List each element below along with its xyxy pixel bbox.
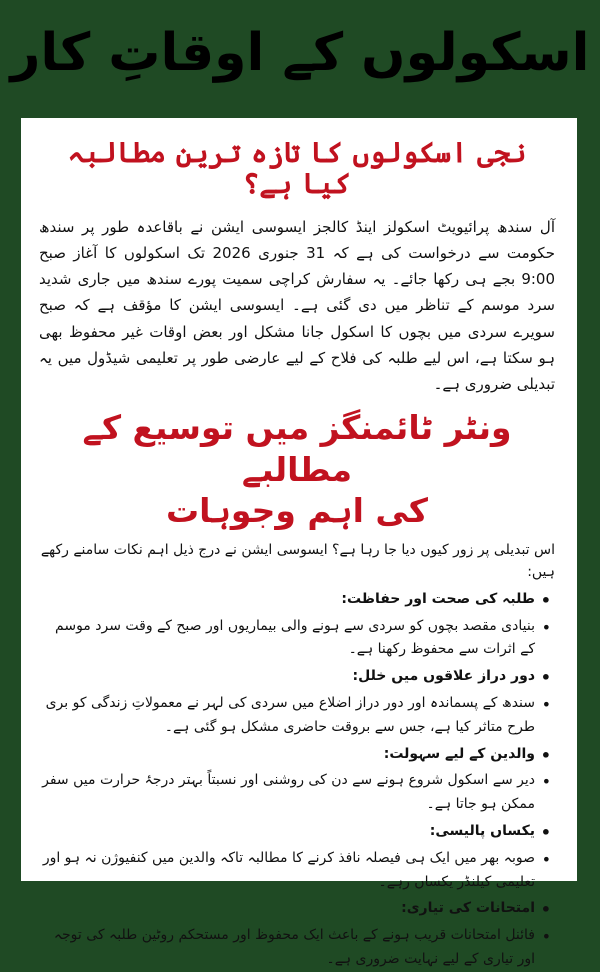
list-item: • والدین کے لیے سہولت: [39,743,555,767]
section-heading [39,407,555,531]
list-item: • فائنل امتحانات قریب ہونے کے باعث ایک محفوظ اور مستحکم روٹین طلبہ کی توجہ اور تیاری کے لیے نہایت ضروری ہے۔ [39,924,555,972]
header-banner [0,0,600,105]
reasons-list [39,588,555,972]
list-item: • یکساں پالیسی: [39,820,555,844]
list-item: • بنیادی مقصد بچوں کو سردی سے ہونے والی بیماریوں اور صبح کے وقت سرد موسم کے اثرات سے محفوظ رکھنا ہے۔ [39,615,555,663]
section-heading-line-2: کی اہم وجوہات [166,490,428,530]
list-item: • طلبہ کی صحت اور حفاظت: [39,588,555,612]
page-title: اسکولوں کے اوقاتِ کار [10,22,590,83]
list-item: • صوبہ بھر میں ایک ہی فیصلہ نافذ کرنے کا مطالبہ تاکہ والدین میں کنفیوژن نہ ہو اور تعلیمی کیلنڈر یکساں رہے۔ [39,847,555,895]
article-panel [21,118,577,968]
intro-paragraph: آل سندھ پرائیویٹ اسکولز اینڈ کالجز ایسوسی ایشن نے باقاعدہ طور پر سندھ حکومت سے درخواست کی ہے کہ 31 جنوری 2026 تک اسکولوں کا آغاز صبح 9:00 بجے ہی رکھا جائے۔ یہ سفارش کراچی سمیت پورے سندھ میں جاری شدید سرد موسم کے تناظر میں دی گئی ہے۔ ایسوسی ایشن کا مؤقف ہے کہ صبح سویرے سردی میں بچوں کا اسکول جانا مشکل اور بعض اوقات غیر محفوظ بھی ہو سکتا ہے، اس لیے طلبہ کی فلاح کے لیے عارضی طور پر تعلیمی شیڈول میں یہ تبدیلی ضروری ہے۔ [39,217,555,394]
list-item: • دور دراز علاقوں میں خلل: [39,665,555,689]
list-item: • امتحانات کی تیاری: [39,897,555,921]
section-heading-line-1: ونٹر ٹائمنگز میں توسیع کے مطالبے [82,408,512,489]
question-heading: نجی اسکولوں کا تازہ ترین مطالبہ کیا ہے؟ [67,136,527,200]
lead-text: اس تبدیلی پر زور کیوں دیا جا رہا ہے؟ ایسوسی ایشن نے درج ذیل اہم نکات سامنے رکھے ہیں: [40,542,555,581]
list-item: • سندھ کے پسماندہ اور دور دراز اضلاع میں سردی کی لہر نے معمولاتِ زندگی کو بری طرح متاثر کیا ہے، جس سے بروقت حاضری مشکل ہو گئی ہے۔ [39,692,555,740]
list-item: • دیر سے اسکول شروع ہونے سے دن کی روشنی اور نسبتاً بہتر درجۂ حرارت میں سفر ممکن ہو جاتا ہے۔ [39,769,555,817]
